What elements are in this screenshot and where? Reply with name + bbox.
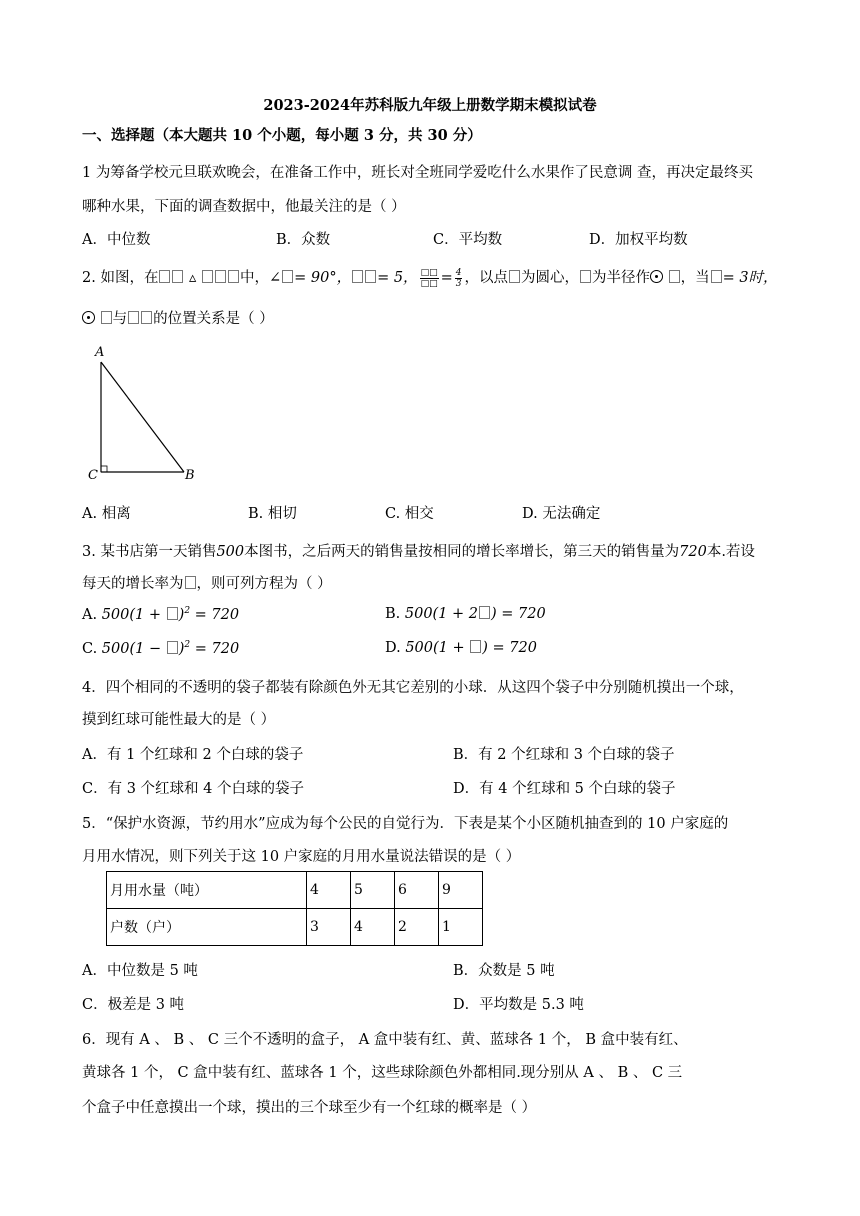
q4-option-d: D．有 4 个红球和 5 个白球的袋子 [453, 781, 676, 797]
table-cell: 4 [351, 909, 395, 946]
triangle-figure [84, 340, 204, 490]
q1-stem-line1: 1 为筹备学校元旦联欢晚会，在准备工作中，班长对全班同学爱吃什么水果作了民意调 查，再决定最终买 [82, 165, 753, 181]
q5-option-b: B．众数是 5 吨 [453, 963, 555, 979]
q3-option-c: C. $500(1 - )^2 = 720$ [82, 640, 240, 657]
table-cell: 3 [307, 909, 351, 946]
q1-option-b: B．众数 [276, 232, 331, 248]
circle-dot-icon [82, 311, 95, 324]
q5-option-d: D．平均数是 5.3 吨 [453, 997, 584, 1013]
circle-dot-icon [650, 270, 663, 283]
table-row [107, 872, 483, 909]
q3-stem-line2: 每天的增长率为 ，则可列方程为（ ） [82, 576, 332, 592]
q1-stem-line2: 哪种水果，下面的调查数据中，他最关注的是（ ） [82, 199, 406, 215]
q2-stem-line2: 与 的位置关系是（ ） [82, 307, 274, 328]
q6-stem-line3: 个盒子中任意摸出一个球，摸出的三个球至少有一个红球的概率是（ ） [82, 1100, 537, 1116]
q4-option-b: B．有 2 个红球和 3 个白球的袋子 [453, 747, 675, 763]
table-cell: 1 [439, 909, 483, 946]
vertex-a-label: A [95, 345, 105, 360]
table-cell: 户数（户） [107, 909, 307, 946]
table-cell: 月用水量（吨） [107, 872, 307, 909]
table-row [107, 909, 483, 946]
q5-stem-line2: 月用水情况，则下列关于这 10 户家庭的月用水量说法错误的是（ ） [82, 849, 521, 865]
q4-option-c: C．有 3 个红球和 4 个白球的袋子 [82, 781, 304, 797]
q3-option-b: B. 500(1 + 2 ) = 720 [385, 606, 546, 622]
q2-option-b: B. 相切 [248, 506, 297, 522]
q3-option-a: A. $500(1 + )^2 = 720$ [82, 606, 240, 623]
q4-stem-line2: 摸到红球可能性最大的是（ ） [82, 712, 276, 728]
q3-stem-line1: 3. 某书店第一天销售500本图书，之后两天的销售量按相同的增长率增长，第三天的销售量为720本.若设 [82, 544, 755, 560]
q1-option-c: C．平均数 [433, 232, 503, 248]
q2-option-a: A. 相离 [82, 506, 131, 522]
q5-option-c: C．极差是 3 吨 [82, 997, 185, 1013]
table-cell: 5 [351, 872, 395, 909]
q5-option-a: A．中位数是 5 吨 [82, 963, 198, 979]
table-cell: 6 [395, 872, 439, 909]
table-cell: 9 [439, 872, 483, 909]
water-usage-table [106, 871, 483, 946]
vertex-b-label: B [185, 468, 195, 483]
q6-stem-line1: 6．现有 A 、 B 、 C 三个不透明的盒子， A 盒中装有红、黄、蓝球各 1 个， B 盒中装有红、 [82, 1032, 688, 1048]
q1-option-d: D．加权平均数 [589, 232, 688, 248]
q5-stem-line1: 5．“保护水资源，节约用水”应成为每个公民的自觉行为．下表是某个小区随机抽查到的 10 户家庭的 [82, 816, 729, 832]
section-heading: 一、选择题（本大题共 10 个小题，每小题 3 分，共 30 分） [82, 127, 482, 144]
q2-option-c: C. 相交 [385, 506, 434, 522]
q1-option-a: A．中位数 [82, 232, 151, 248]
q4-option-a: A．有 1 个红球和 2 个白球的袋子 [82, 747, 304, 763]
q4-stem-line1: 4．四个相同的不透明的袋子都装有除颜色外无其它差别的小球．从这四个袋子中分别随机摸出一个球， [82, 680, 744, 696]
q2-option-d: D. 无法确定 [522, 506, 601, 522]
table-cell: 2 [395, 909, 439, 946]
vertex-c-label: C [88, 468, 98, 483]
q6-stem-line2: 黄球各 1 个， C 盒中装有红、蓝球各 1 个，这些球除颜色外都相同.现分别从 A 、 B 、 C 三 [82, 1065, 683, 1081]
q2-stem-line1: 2. 如图，在 ▵ 中，∠ = 90°， = 5， $\frac{□□}{□□}$ = $\frac{4}{3}$ ，以点 为圆心， 为半径作 ，当 = 3时， [82, 267, 778, 289]
q3-option-d: D. 500(1 + ) = 720 [385, 640, 537, 656]
page-title: 2023-2024年苏科版九年级上册数学期末模拟试卷 [263, 97, 597, 114]
table-cell: 4 [307, 872, 351, 909]
